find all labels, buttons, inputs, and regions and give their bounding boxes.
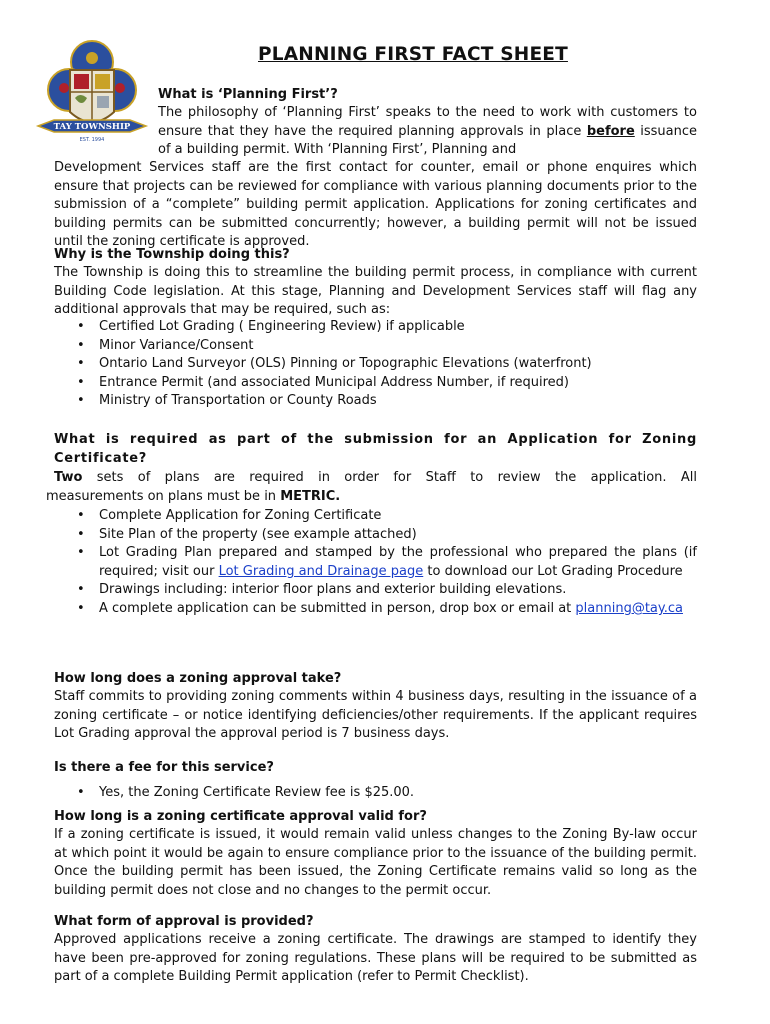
planning-email-link[interactable]: planning@tay.ca	[575, 600, 683, 616]
list-item-lot-grading	[54, 544, 697, 581]
required-text-a: sets of plans are required in order for Staff to review the application. All	[96, 470, 697, 485]
list-item: • Certified Lot Grading ( Engineering Review) if applicable	[54, 318, 697, 337]
intro-paragraph-cont: Development Services staff are the first contact for counter, email or phone enquires which ensure that projects can be reviewed for compliance with various planning documents prior to the submission of a “complete” building permit application. Applications for zoning certificates and building permits can be submitted concurrently; however, a building permit will not be issued until the zoning certificate is approved.	[54, 160, 697, 250]
list-item: • Ministry of Transportation or County Roads	[54, 392, 697, 411]
required-metric: METRIC.	[280, 489, 341, 504]
valid-heading: How long is a zoning certificate approval valid for?	[54, 809, 427, 824]
why-list	[54, 318, 697, 411]
intro-emphasis: before	[586, 123, 635, 139]
tay-township-logo	[34, 40, 150, 148]
list-item: • Entrance Permit (and associated Municipal Address Number, if required)	[54, 374, 697, 393]
required-two: Two	[54, 470, 83, 485]
required-list	[54, 507, 697, 619]
intro-heading: What is ‘Planning First’?	[158, 87, 338, 102]
intro-text-a: The philosophy of ‘Planning First’ speaks to the need to work with customers to ensure that they have the required planning approvals in place	[158, 105, 697, 139]
list-item: • Yes, the Zoning Certificate Review fee is $25.00.	[54, 784, 697, 803]
intro-paragraph	[158, 104, 697, 160]
required-heading: What is required as part of the submission for an Application for Zoning Certificate?	[54, 432, 697, 466]
required-text-b: measurements on plans must be in	[46, 489, 277, 504]
how-long-heading: How long does a zoning approval take?	[54, 671, 342, 686]
list-item: • Site Plan of the property (see example attached)	[54, 526, 697, 545]
list-item: • Complete Application for Zoning Certificate	[54, 507, 697, 526]
required-line-1	[54, 469, 697, 488]
list-item-complete-app	[54, 600, 697, 619]
complete-app-text: A complete application can be submitted in person, drop box or email at	[99, 600, 572, 616]
svg-text:TAY TOWNSHIP: TAY TOWNSHIP	[53, 122, 131, 132]
list-item: • Ontario Land Surveyor (OLS) Pinning or Topographic Elevations (waterfront)	[54, 355, 697, 374]
why-heading: Why is the Township doing this?	[54, 247, 290, 262]
form-heading: What form of approval is provided?	[54, 914, 314, 929]
fee-list	[54, 784, 697, 803]
page-title: PLANNING FIRST FACT SHEET	[258, 44, 568, 65]
lot-grading-drainage-link[interactable]: Lot Grading and Drainage page	[218, 563, 424, 579]
valid-paragraph: If a zoning certificate is issued, it would remain valid unless changes to the Zoning By-law occur at which point it would be again to ensure compliance prior to the issuance of the building permit. Once the building permit has been issued, the Zoning Certificate remains valid so long as the building permit does not close and no changes to the permit occur.	[54, 827, 697, 898]
list-item: • Minor Variance/Consent	[54, 337, 697, 356]
why-paragraph: The Township is doing this to streamline the building permit process, in compliance with current Building Code legislation. At this stage, Planning and Development Services staff will flag any additional approvals that may be required, such as:	[54, 265, 697, 318]
fee-heading: Is there a fee for this service?	[54, 760, 274, 775]
form-paragraph: Approved applications receive a zoning certificate. The drawings are stamped to identify they have been pre-approved for zoning regulations. These plans will be required to be submitted as part of a complete Building Permit application (refer to Permit Checklist).	[54, 932, 697, 985]
required-line-2	[46, 488, 697, 507]
list-item: • Drawings including: interior floor plans and exterior building elevations.	[54, 581, 697, 600]
intro-text-b: issuance of a building permit. With ‘Planning First’, Planning and	[158, 123, 697, 158]
svg-text:EST. 1994: EST. 1994	[79, 137, 105, 143]
how-long-paragraph: Staff commits to providing zoning comments within 4 business days, resulting in the issuance of a zoning certificate – or notice identifying deficiencies/other requirements. If the applicant requires Lot Grading approval the approval period is 7 business days.	[54, 689, 697, 742]
lot-grading-text-a: Lot Grading Plan prepared and stamped by the professional who prepared the plans (if required; visit our	[99, 545, 697, 579]
lot-grading-text-b: to download our Lot Grading Procedure	[427, 563, 683, 579]
